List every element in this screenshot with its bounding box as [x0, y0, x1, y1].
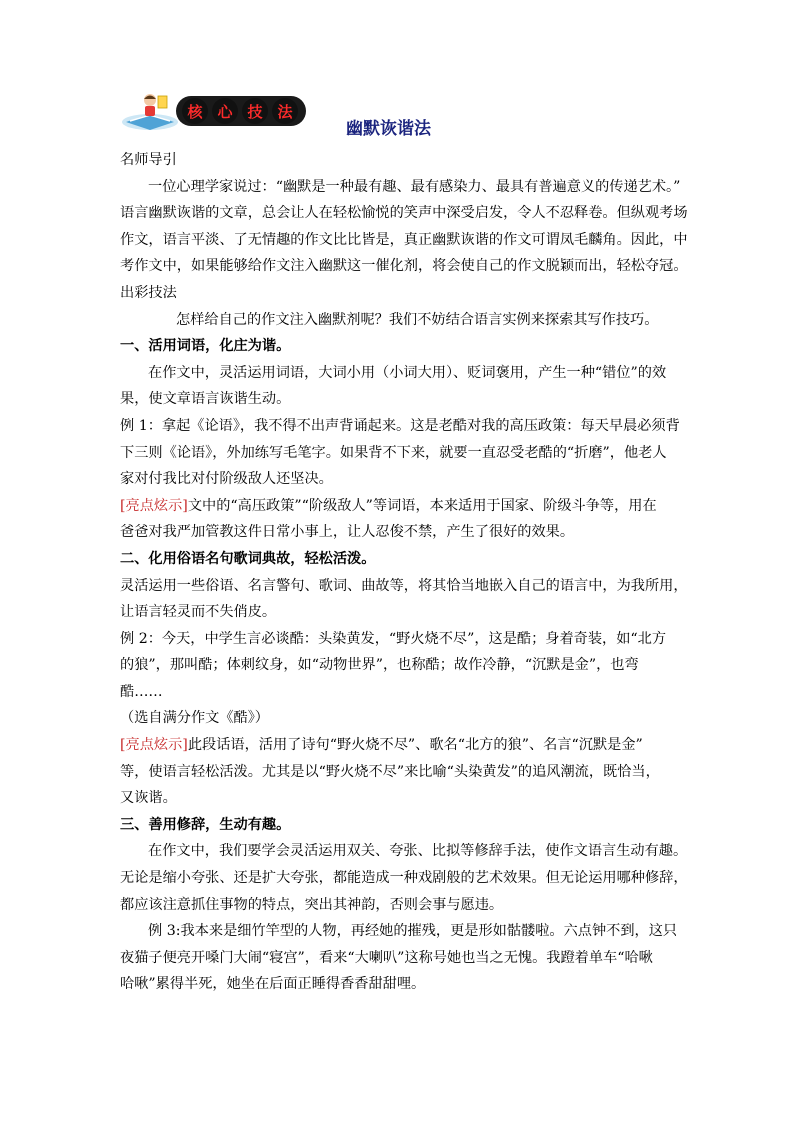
paragraph-line: 语言幽默诙谐的文章，总会让人在轻松愉悦的笑声中深受启发，令人不忍释卷。但纵观考场: [120, 205, 688, 222]
paragraph-line: 无论是缩小夸张、还是扩大夸张，都能造成一种戏剧般的艺术效果。但无论运用哪种修辞，: [120, 870, 688, 887]
highlight-tag: [亮点炫示]: [120, 737, 188, 754]
paragraph-line: 一位心理学家说过：“幽默是一种最有趣、最有感染力、最具有普遍意义的传递艺术。”: [148, 178, 681, 195]
section-heading-2: 二、化用俗语名句歌词典故，轻松活泼。: [120, 550, 376, 567]
example-line: 夜猫子便亮开嗓门大闹“寝宫”，看来“大喇叭”这称号她也当之无愧。我蹬着单车“哈啾: [120, 949, 653, 966]
badge-char-3: 技: [242, 98, 268, 124]
highlight-line: [120, 493, 680, 520]
example-line: 例 2：今天，中学生言必谈酷：头染黄发，“野火烧不尽”，这是酷；身着奇装，如“北方: [120, 630, 667, 647]
heading-techniques: 出彩技法: [120, 284, 177, 301]
badge-char-1: 核: [182, 98, 208, 124]
paragraph-line: 让语言轻灵而不失俏皮。: [120, 604, 277, 621]
example-line: 例 3:我本来是细竹竿型的人物，再经她的摧残，更是形如骷髅啦。六点钟不到，这只: [148, 923, 678, 940]
example-line: 例 1：拿起《论语》，我不得不出声背诵起来。这是老酷对我的高压政策：每天早晨必须背: [120, 417, 680, 434]
example-line: 酷……: [120, 683, 163, 700]
paragraph-line: 作文，语言平淡、了无情趣的作文比比皆是，真正幽默诙谐的作文可谓凤毛麟角。因此，中: [120, 231, 688, 248]
heading-guide: 名师导引: [120, 152, 177, 168]
paragraph-line: 爸爸对我严加管教这件日常小事上，让人忍俊不禁，产生了很好的效果。: [120, 524, 575, 541]
paragraph-line: 等，使语言轻松活泼。尤其是以“野火烧不尽”来比喻“头染黄发”的追风潮流，既恰当，: [120, 763, 660, 780]
badge-char-2: 心: [212, 98, 238, 124]
section-heading-3: 三、善用修辞，生动有趣。: [120, 816, 291, 833]
section-banner: [120, 92, 300, 132]
paragraph-line: 在作文中，灵活运用词语，大词小用（小词大用）、贬词褒用，产生一种“错位”的效: [148, 364, 667, 381]
highlight-tag: [亮点炫示]: [120, 497, 188, 514]
article-body: [120, 147, 688, 998]
paragraph-line: 果，使文章语言诙谐生动。: [120, 391, 291, 408]
example-line: 下三则《论语》，外加练写毛笔字。如果背不下来，就要一直忍受老酷的“折磨”，他老人: [120, 444, 667, 461]
highlight-text: 文中的“高压政策”“阶级敌人”等词语，本来适用于国家、阶级斗争等，用在: [187, 497, 657, 514]
paragraph-line: 怎样给自己的作文注入幽默剂呢？我们不妨结合语言实例来探索其写作技巧。: [176, 311, 659, 328]
paragraph-line: 考作文中，如果能够给作文注入幽默这一催化剂，将会使自己的作文脱颖而出，轻松夺冠。: [120, 258, 688, 275]
highlight-line: [120, 732, 680, 759]
example-line: 家对付我比对付阶级敌人还坚决。: [120, 471, 333, 488]
source-note: （选自满分作文《酷》）: [120, 710, 269, 727]
reading-student-icon: [120, 92, 182, 132]
paragraph-line: 灵活运用一些俗语、名言警句、歌词、曲故等，将其恰当地嵌入自己的语言中，为我所用，: [120, 577, 688, 594]
paragraph-line: 都应该注意抓住事物的特点，突出其神韵，否则会事与愿违。: [120, 896, 504, 913]
highlight-text: 此段话语，活用了诗句“野火烧不尽”、歌名“北方的狼”、名言“沉默是金”: [187, 737, 643, 754]
badge-char-4: 法: [272, 98, 298, 124]
paragraph-line: 在作文中，我们要学会灵活运用双关、夸张、比拟等修辞手法，使作文语言生动有趣。: [148, 843, 688, 860]
page-title: 幽默诙谐法: [346, 119, 431, 139]
example-line: 的狼”，那叫酷；体刺纹身，如“动物世界”，也称酷；故作冷静，“沉默是金”，也弯: [120, 657, 639, 674]
paragraph-line: 又诙谐。: [120, 790, 177, 807]
section-heading-1: 一、活用词语，化庄为谐。: [120, 338, 291, 355]
example-line: 哈啾”累得半死，她坐在后面正睡得香香甜甜哩。: [120, 976, 426, 993]
